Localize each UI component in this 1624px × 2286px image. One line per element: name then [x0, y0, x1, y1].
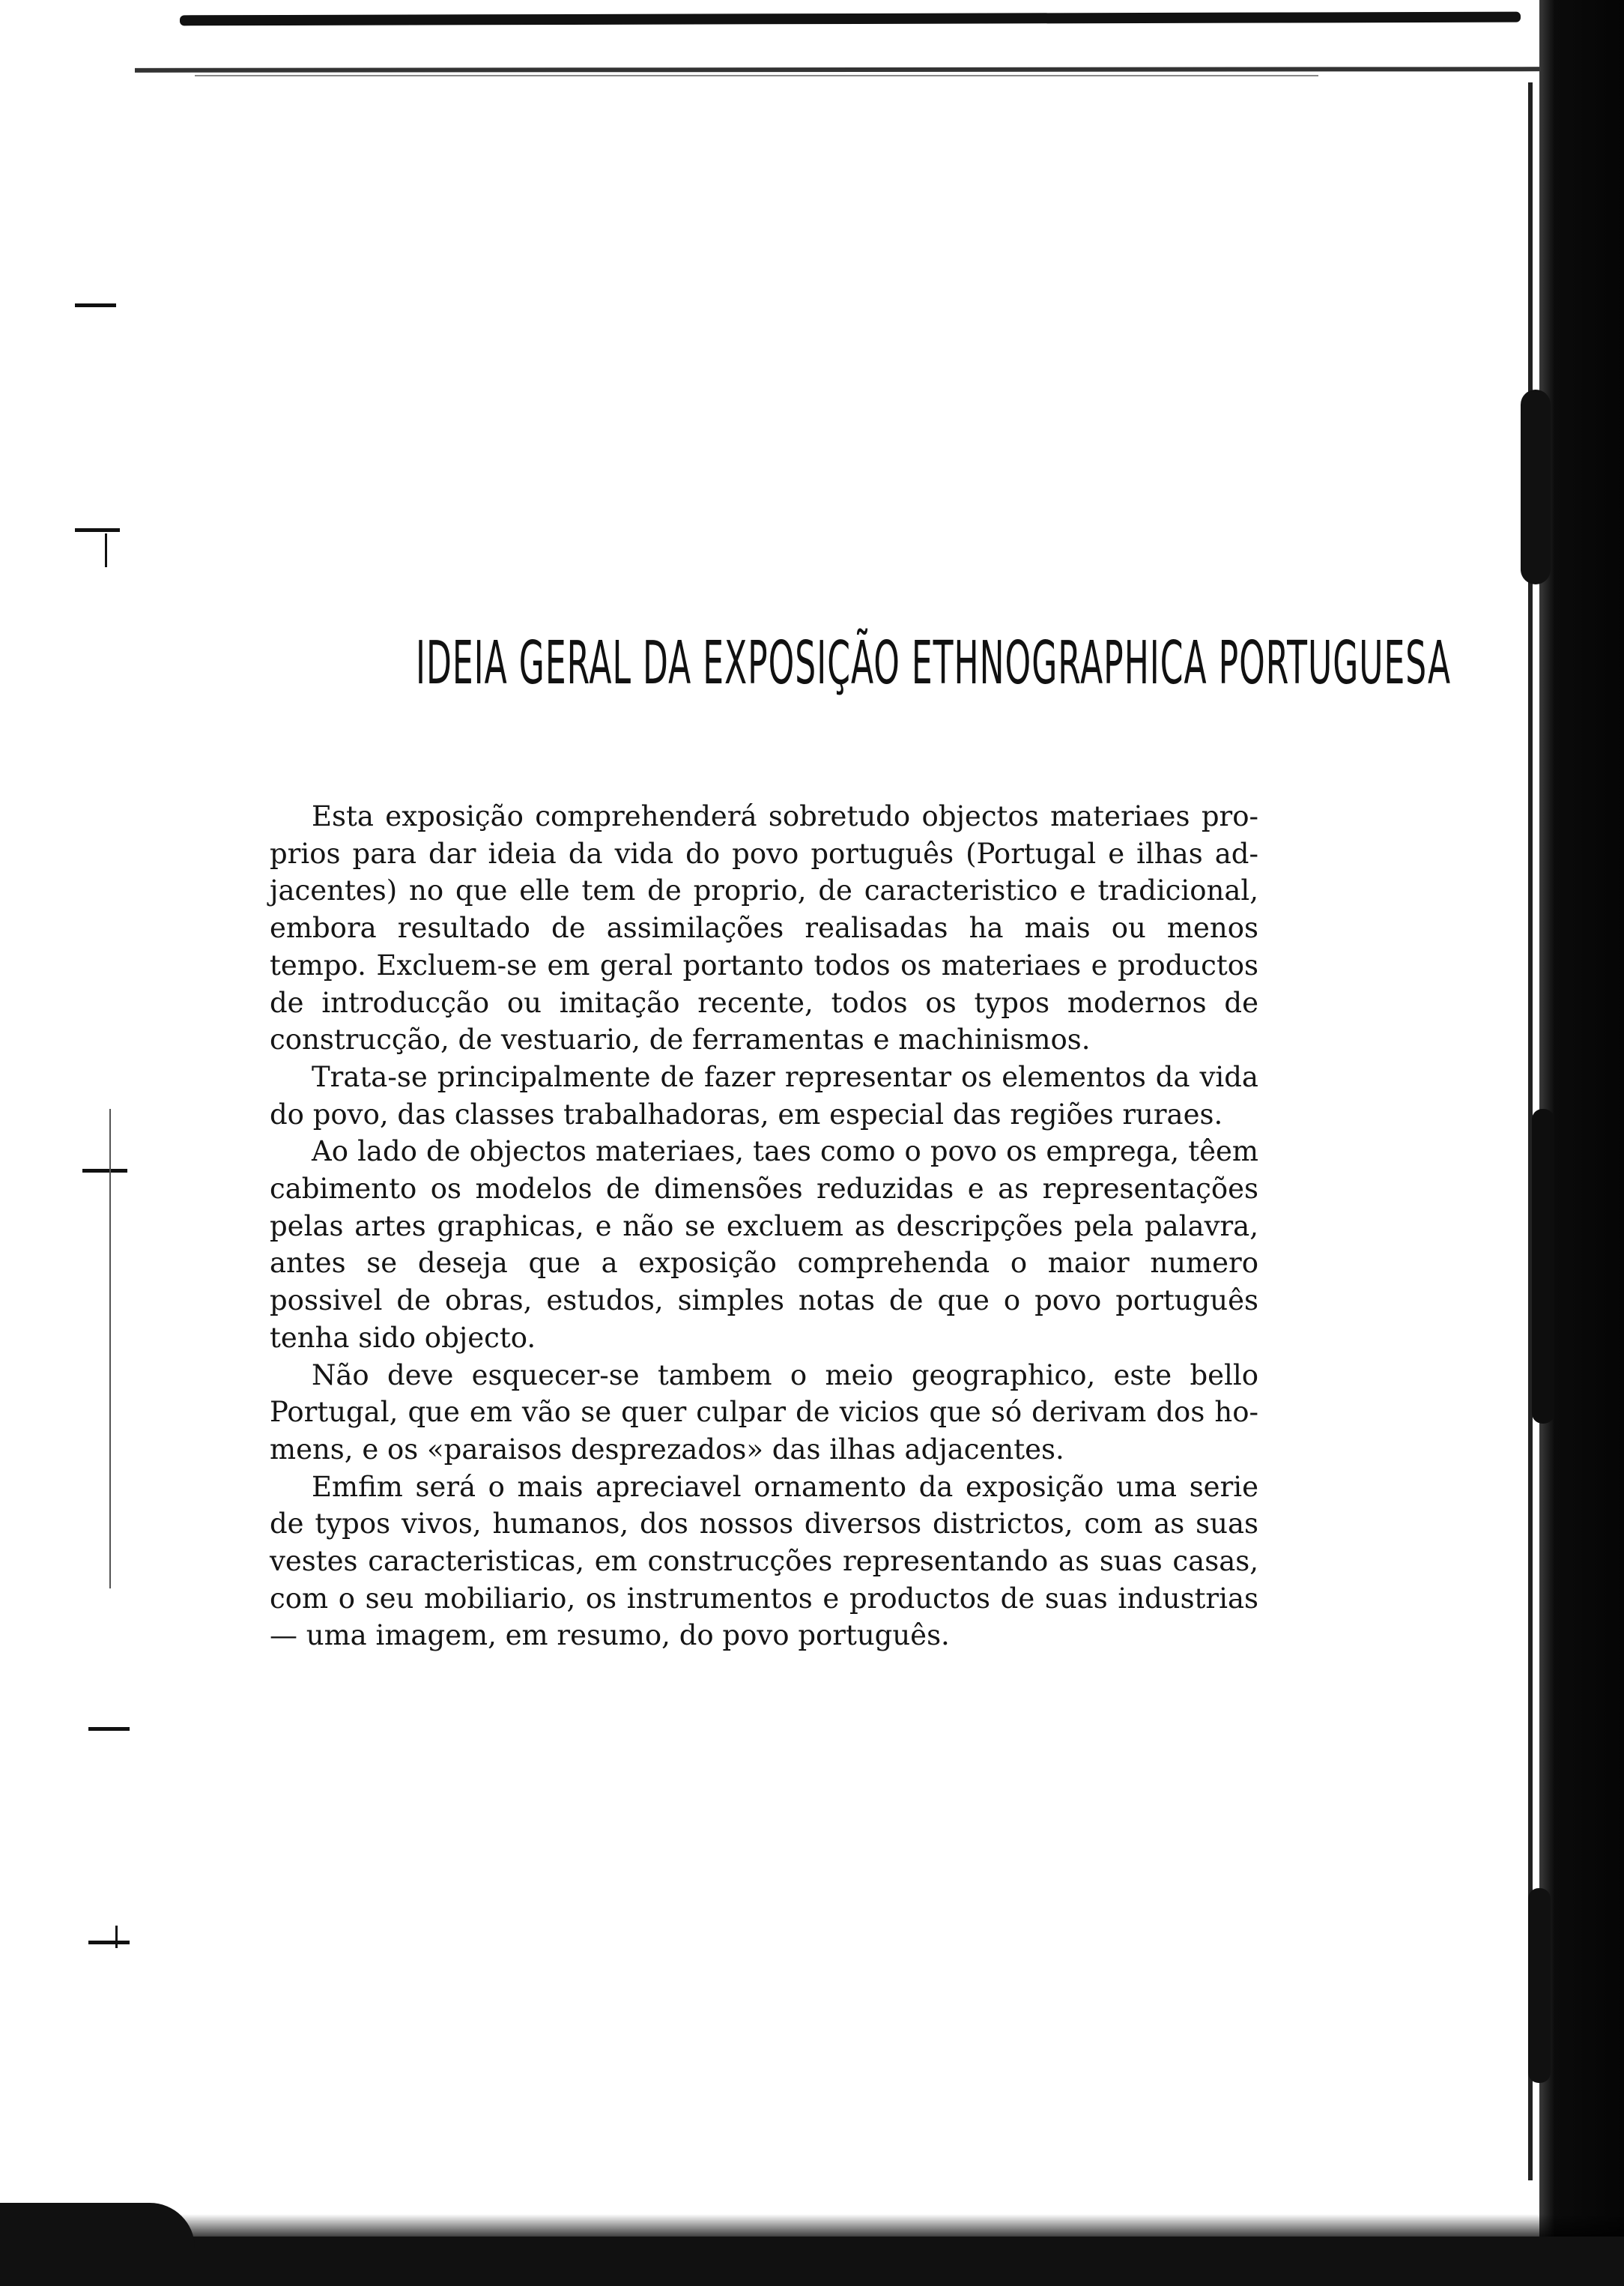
scan-edge-top-thin-line [195, 75, 1318, 76]
paragraph: Não deve esquecer-se tambem o meio geographico, este bello Portugal, que em vão se quer culpar de vicios que só derivam dos homens, e os «paraisos desprezados» das ilhas adjacentes. [270, 1358, 1258, 1466]
body-text [270, 798, 1258, 1654]
page-title: IDEIA GERAL DA EXPOSIÇÃO ETHNOGRAPHICA PORTUGUESA [416, 629, 1452, 698]
binding-mark [82, 1169, 127, 1173]
binding-thread-line [109, 1109, 111, 1588]
binding-mark [75, 303, 116, 307]
scan-edge-bottom-shadow [0, 2214, 1624, 2240]
scan-edge-top-line [135, 67, 1543, 73]
scan-edge-bottom-curl [0, 2203, 195, 2248]
scan-edge-right-blot [1528, 1888, 1551, 2083]
scan-edge-right-blot [1532, 1109, 1554, 1424]
binding-mark [115, 1926, 118, 1948]
paragraph: Emfim será o mais apreciavel ornamento da exposição uma serie de typos vivos, humanos, dos nossos diversos districtos, com as suas vestes caracteristicas, em construcções representando as suas casas, com o seu mobiliario, os instrumentos e productos de suas industrias — uma imagem, em resumo, do povo português. [270, 1470, 1258, 1652]
binding-mark [105, 533, 107, 567]
binding-mark [88, 1727, 130, 1731]
paragraph: Trata-se principalmente de fazer representar os elementos da vida do povo, das classes trabalhadoras, em especial das regiões ruraes. [270, 1060, 1258, 1131]
scan-edge-right-blot [1521, 390, 1551, 584]
binding-mark [88, 1941, 130, 1944]
binding-mark [75, 528, 120, 532]
scan-edge-top [180, 12, 1521, 26]
paragraph: Esta exposição comprehenderá sobretudo objectos materiaes proprios para dar ideia da vida do povo português (Portugal e ilhas adjacentes) no que elle tem de proprio, de caracteristico e tradicional, embora resultado de assimilações realisadas ha mais ou menos tempo. Excluem-se em geral portanto todos os materiaes e productos de introducção ou imitação recente, todos os typos modernos de construcção, de vestuario, de ferramentas e machinismos. [270, 800, 1258, 1056]
scan-edge-bottom [0, 2237, 1624, 2286]
paragraph: Ao lado de objectos materiaes, taes como o povo os emprega, têem cabimento os modelos de dimensões reduzidas e as representações pelas artes graphicas, e não se excluem as descripções pela palavra, antes se deseja que a exposição comprehenda o maior numero possivel de obras, estudos, simples notas de que o povo português tenha sido objecto. [270, 1135, 1258, 1354]
